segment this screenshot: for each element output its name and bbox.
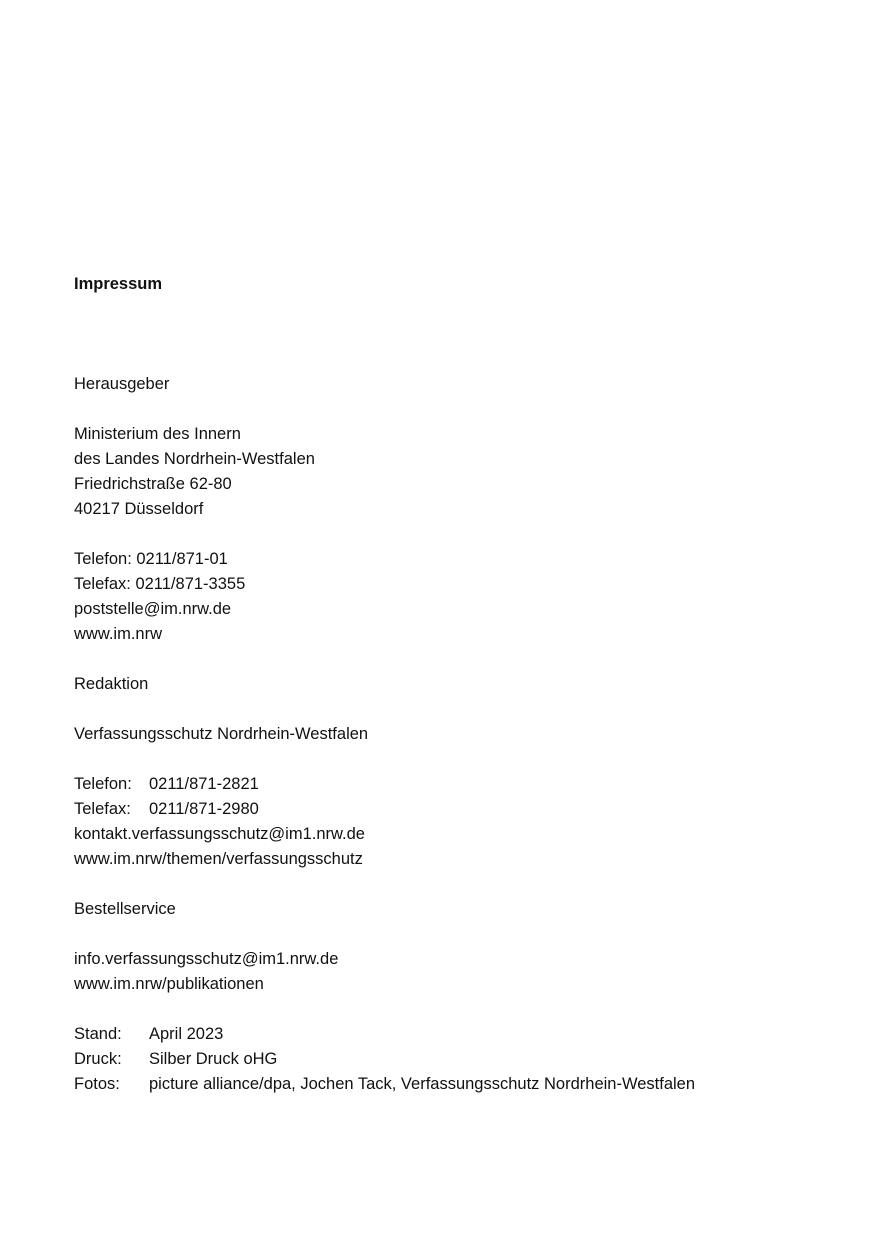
status-row — [74, 1022, 854, 1047]
editorial-web: www.im.nrw/themen/verfassungsschutz — [74, 850, 363, 868]
imprint-content — [74, 372, 854, 1097]
publisher-email: poststelle@im.nrw.de — [74, 600, 232, 618]
publisher-fax: Telefax: 0211/871-3355 — [74, 575, 246, 593]
editorial-fax-label: Telefax: — [74, 800, 131, 818]
editorial-phone-value: 0211/871-2821 — [149, 775, 259, 793]
spacer — [74, 922, 854, 947]
publisher-phone: Telefon: 0211/871-01 — [74, 550, 228, 568]
page-title: Impressum — [74, 275, 163, 293]
editorial-name: Verfassungsschutz Nordrhein-Westfalen — [74, 725, 369, 743]
details-section — [74, 1022, 854, 1097]
editorial-heading: Redaktion — [74, 675, 149, 693]
spacer — [74, 997, 854, 1022]
editorial-fax-value: 0211/871-2980 — [149, 800, 259, 818]
spacer — [74, 522, 854, 547]
publisher-street: Friedrichstraße 62-80 — [74, 475, 232, 493]
editorial-section — [74, 672, 854, 872]
editorial-email: kontakt.verfassungsschutz@im1.nrw.de — [74, 825, 365, 843]
print-value: Silber Druck oHG — [149, 1050, 278, 1068]
spacer — [74, 872, 854, 897]
spacer — [74, 697, 854, 722]
editorial-fax-row — [74, 797, 854, 822]
publisher-heading: Herausgeber — [74, 375, 170, 393]
status-label: Stand: — [74, 1025, 122, 1043]
print-row — [74, 1047, 854, 1072]
print-label: Druck: — [74, 1050, 122, 1068]
photos-value: picture alliance/dpa, Jochen Tack, Verfassungsschutz Nordrhein-Westfalen — [149, 1075, 696, 1093]
ordering-web: www.im.nrw/publikationen — [74, 975, 264, 993]
publisher-web: www.im.nrw — [74, 625, 163, 643]
editorial-phone-row — [74, 772, 854, 797]
ordering-email: info.verfassungsschutz@im1.nrw.de — [74, 950, 339, 968]
status-value: April 2023 — [149, 1025, 224, 1043]
ordering-section — [74, 897, 854, 997]
photos-row — [74, 1072, 854, 1097]
photos-label: Fotos: — [74, 1075, 120, 1093]
publisher-section — [74, 372, 854, 647]
editorial-phone-label: Telefon: — [74, 775, 132, 793]
publisher-city: 40217 Düsseldorf — [74, 500, 204, 518]
publisher-name-line1: Ministerium des Innern — [74, 425, 241, 443]
ordering-heading: Bestellservice — [74, 900, 176, 918]
spacer — [74, 747, 854, 772]
publisher-name-line2: des Landes Nordrhein-Westfalen — [74, 450, 315, 468]
spacer — [74, 397, 854, 422]
spacer — [74, 647, 854, 672]
